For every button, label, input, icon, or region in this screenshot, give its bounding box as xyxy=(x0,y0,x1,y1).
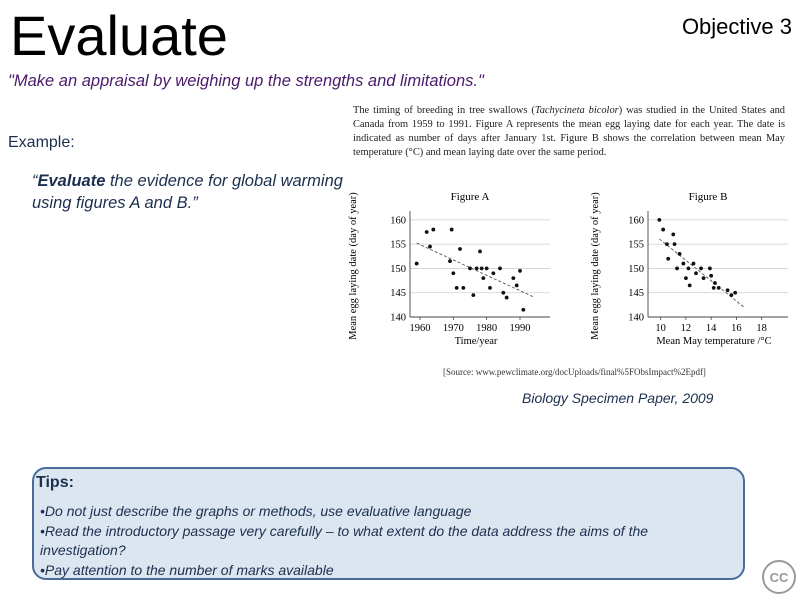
data-point xyxy=(518,269,522,273)
data-point xyxy=(708,267,712,271)
data-point xyxy=(709,274,713,278)
data-point xyxy=(455,286,459,290)
figure-title: Figure B xyxy=(688,191,728,203)
y-tick-label: 155 xyxy=(628,239,644,251)
x-tick-label: 12 xyxy=(680,323,692,334)
tip-item: •Do not just describe the graphs or methods, use evaluative language xyxy=(40,503,472,519)
data-point xyxy=(733,291,737,295)
data-point xyxy=(488,286,492,290)
figure-b-chart xyxy=(590,191,788,347)
data-point xyxy=(657,218,661,222)
y-tick-label: 145 xyxy=(628,288,644,300)
data-point xyxy=(684,276,688,280)
y-tick-label: 150 xyxy=(390,263,406,275)
figure-charts xyxy=(330,180,790,375)
data-point xyxy=(475,267,479,271)
data-point xyxy=(713,281,717,285)
cc-license-icon: CC xyxy=(762,560,796,594)
data-point xyxy=(712,286,716,290)
trend-line xyxy=(659,239,744,308)
data-point xyxy=(521,308,525,312)
y-axis-label: Mean egg laying date (day of year) xyxy=(348,192,359,340)
y-axis-label: Mean egg laying date (day of year) xyxy=(590,192,601,340)
data-point xyxy=(501,291,505,295)
intro-text-2: ) was studied in the United States and Canada from 1959 to 1991. Figure A represents the mean egg laying date for each year. The date is indicated as number of days after January 1st. Figure B shows the correlation between mean May temperature (°C) and mean laying date over the same period. xyxy=(353,105,785,158)
data-point xyxy=(511,276,515,280)
intro-species: Tachycineta bicolor xyxy=(534,105,619,116)
y-tick-label: 160 xyxy=(390,215,406,227)
x-axis-label: Time/year xyxy=(454,336,498,347)
y-tick-label: 160 xyxy=(628,215,644,227)
data-point xyxy=(431,228,435,232)
quote-open: “ xyxy=(32,172,38,190)
data-point xyxy=(675,267,679,271)
intro-text-1: The timing of breeding in tree swallows ( xyxy=(353,105,535,116)
data-point xyxy=(665,242,669,246)
example-label: Example: xyxy=(8,134,75,151)
y-tick-label: 140 xyxy=(628,312,644,324)
data-point xyxy=(425,230,429,234)
data-point xyxy=(666,257,670,261)
data-point xyxy=(515,284,519,288)
tip-item: •Read the introductory passage very carefully – to what extent do the data address the aims of the investigation? xyxy=(40,522,649,558)
x-tick-label: 16 xyxy=(731,323,742,334)
data-point xyxy=(450,228,454,232)
objective-label: Objective 3 xyxy=(681,14,792,39)
data-point xyxy=(481,276,485,280)
data-point xyxy=(673,242,677,246)
example-question xyxy=(32,170,352,214)
trend-line xyxy=(417,243,533,297)
data-point xyxy=(678,252,682,256)
data-point xyxy=(699,267,703,271)
data-point xyxy=(692,262,696,266)
data-point xyxy=(505,296,509,300)
definition-text: "Make an appraisal by weighing up the strengths and limitations." xyxy=(8,72,484,90)
x-tick-label: 1990 xyxy=(509,323,531,334)
command-term: Evaluate xyxy=(37,172,106,190)
tip-item: •Pay attention to the number of marks available xyxy=(40,561,334,578)
y-tick-label: 145 xyxy=(390,288,406,300)
x-tick-label: 14 xyxy=(705,323,717,334)
data-point xyxy=(458,247,462,251)
data-point xyxy=(498,267,502,271)
y-tick-label: 150 xyxy=(628,263,644,275)
data-point xyxy=(671,233,675,237)
question-text: the evidence for global warming using figures A and B.” xyxy=(32,172,343,212)
intro-passage xyxy=(353,104,785,160)
paper-citation: Biology Specimen Paper, 2009 xyxy=(522,390,714,406)
data-point xyxy=(681,262,685,266)
data-point xyxy=(687,267,691,271)
x-tick-label: 1980 xyxy=(476,323,498,334)
slide-title: Evaluate xyxy=(10,4,228,67)
y-tick-label: 140 xyxy=(390,312,406,324)
data-point xyxy=(471,293,475,297)
data-point xyxy=(694,271,698,275)
data-point xyxy=(480,267,484,271)
data-point xyxy=(491,271,495,275)
data-point xyxy=(461,286,465,290)
tips-heading: Tips: xyxy=(36,474,74,491)
figure-title: Figure A xyxy=(450,191,490,203)
data-point xyxy=(468,267,472,271)
x-tick-label: 1960 xyxy=(409,323,431,334)
data-point xyxy=(688,284,692,288)
y-tick-label: 155 xyxy=(390,239,406,251)
figure-a-chart xyxy=(348,191,550,347)
data-point xyxy=(428,245,432,249)
data-point xyxy=(415,262,419,266)
x-tick-label: 18 xyxy=(756,323,767,334)
data-point xyxy=(661,228,665,232)
data-point xyxy=(448,259,452,263)
data-point xyxy=(702,276,706,280)
data-point xyxy=(726,288,730,292)
x-axis-label: Mean May temperature /°C xyxy=(656,336,772,347)
data-point xyxy=(451,271,455,275)
tips-list xyxy=(40,502,730,580)
data-point xyxy=(717,286,721,290)
data-point xyxy=(485,267,489,271)
x-tick-label: 1970 xyxy=(442,323,464,334)
data-point xyxy=(478,250,482,254)
source-citation: [Source: www.pewclimate.org/docUploads/final%5FObsImpact%2Epdf] xyxy=(443,367,706,377)
x-tick-label: 10 xyxy=(655,323,666,334)
data-point xyxy=(729,293,733,297)
